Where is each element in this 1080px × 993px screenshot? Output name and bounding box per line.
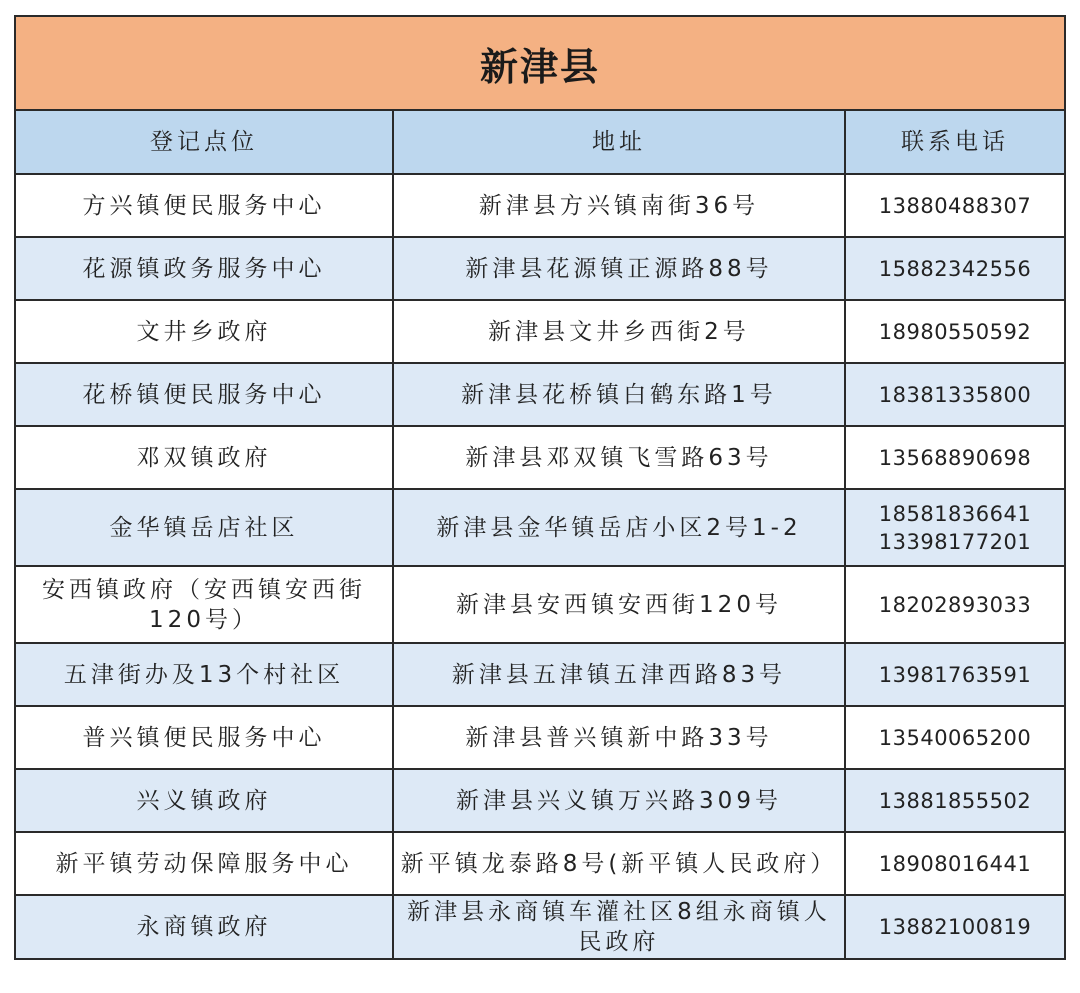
table-row — [16, 895, 1064, 958]
cell-address: 新津县五津镇五津西路83号 — [393, 643, 845, 706]
cell-phone — [845, 237, 1064, 300]
table-row — [16, 174, 1064, 237]
cell-location: 普兴镇便民服务中心 — [16, 706, 393, 769]
cell-phone — [845, 706, 1064, 769]
cell-address: 新平镇龙泰路8号(新平镇人民政府） — [393, 832, 845, 895]
phone-number: 18980550592 — [878, 319, 1032, 344]
cell-location: 五津街办及13个村社区 — [16, 643, 393, 706]
table-row — [16, 832, 1064, 895]
cell-location: 兴义镇政府 — [16, 769, 393, 832]
cell-phone — [845, 300, 1064, 363]
registration-points-table — [16, 111, 1064, 958]
table-row — [16, 300, 1064, 363]
phone-number: 13981763591 — [878, 662, 1032, 687]
cell-phone — [845, 489, 1064, 566]
cell-address: 新津县花源镇正源路88号 — [393, 237, 845, 300]
cell-phone — [845, 769, 1064, 832]
phone-number: 13880488307 — [878, 193, 1032, 218]
table-row — [16, 489, 1064, 566]
cell-address: 新津县方兴镇南街36号 — [393, 174, 845, 237]
cell-location: 金华镇岳店社区 — [16, 489, 393, 566]
cell-location: 新平镇劳动保障服务中心 — [16, 832, 393, 895]
cell-location: 文井乡政府 — [16, 300, 393, 363]
phone-number: 15882342556 — [878, 256, 1032, 281]
registration-table-sheet — [14, 15, 1066, 960]
phone-number: 18581836641 — [878, 501, 1032, 526]
cell-address: 新津县兴义镇万兴路309号 — [393, 769, 845, 832]
cell-address: 新津县普兴镇新中路33号 — [393, 706, 845, 769]
table-row — [16, 643, 1064, 706]
cell-address: 新津县金华镇岳店小区2号1-2 — [393, 489, 845, 566]
phone-number: 13540065200 — [878, 725, 1032, 750]
cell-phone — [845, 363, 1064, 426]
table-row — [16, 237, 1064, 300]
header-location: 登记点位 — [16, 111, 393, 174]
cell-location: 邓双镇政府 — [16, 426, 393, 489]
table-row — [16, 426, 1064, 489]
cell-address: 新津县邓双镇飞雪路63号 — [393, 426, 845, 489]
cell-phone — [845, 832, 1064, 895]
table-row — [16, 566, 1064, 643]
phone-number: 13398177201 — [878, 529, 1032, 554]
phone-number: 13882100819 — [878, 915, 1032, 939]
table-header-row — [16, 111, 1064, 174]
header-phone: 联系电话 — [845, 111, 1064, 174]
table-row — [16, 769, 1064, 832]
phone-number: 18381335800 — [878, 382, 1032, 407]
header-address: 地址 — [393, 111, 845, 174]
cell-location: 方兴镇便民服务中心 — [16, 174, 393, 237]
cell-phone — [845, 566, 1064, 643]
cell-address: 新津县永商镇车灌社区8组永商镇人民政府 — [393, 895, 845, 958]
cell-address: 新津县安西镇安西街120号 — [393, 566, 845, 643]
cell-location: 安西镇政府（安西镇安西街120号） — [16, 566, 393, 643]
cell-address: 新津县花桥镇白鹤东路1号 — [393, 363, 845, 426]
cell-phone — [845, 174, 1064, 237]
cell-location: 花桥镇便民服务中心 — [16, 363, 393, 426]
county-title: 新津县 — [16, 17, 1064, 111]
cell-phone — [845, 643, 1064, 706]
table-row — [16, 706, 1064, 769]
phone-number: 13881855502 — [878, 788, 1032, 813]
cell-phone — [845, 895, 1064, 958]
phone-number: 18908016441 — [878, 851, 1032, 876]
phone-number: 13568890698 — [878, 445, 1032, 470]
cell-address: 新津县文井乡西街2号 — [393, 300, 845, 363]
cell-phone — [845, 426, 1064, 489]
cell-location: 花源镇政务服务中心 — [16, 237, 393, 300]
cell-location: 永商镇政府 — [16, 895, 393, 958]
table-row — [16, 363, 1064, 426]
phone-number: 18202893033 — [878, 592, 1032, 617]
